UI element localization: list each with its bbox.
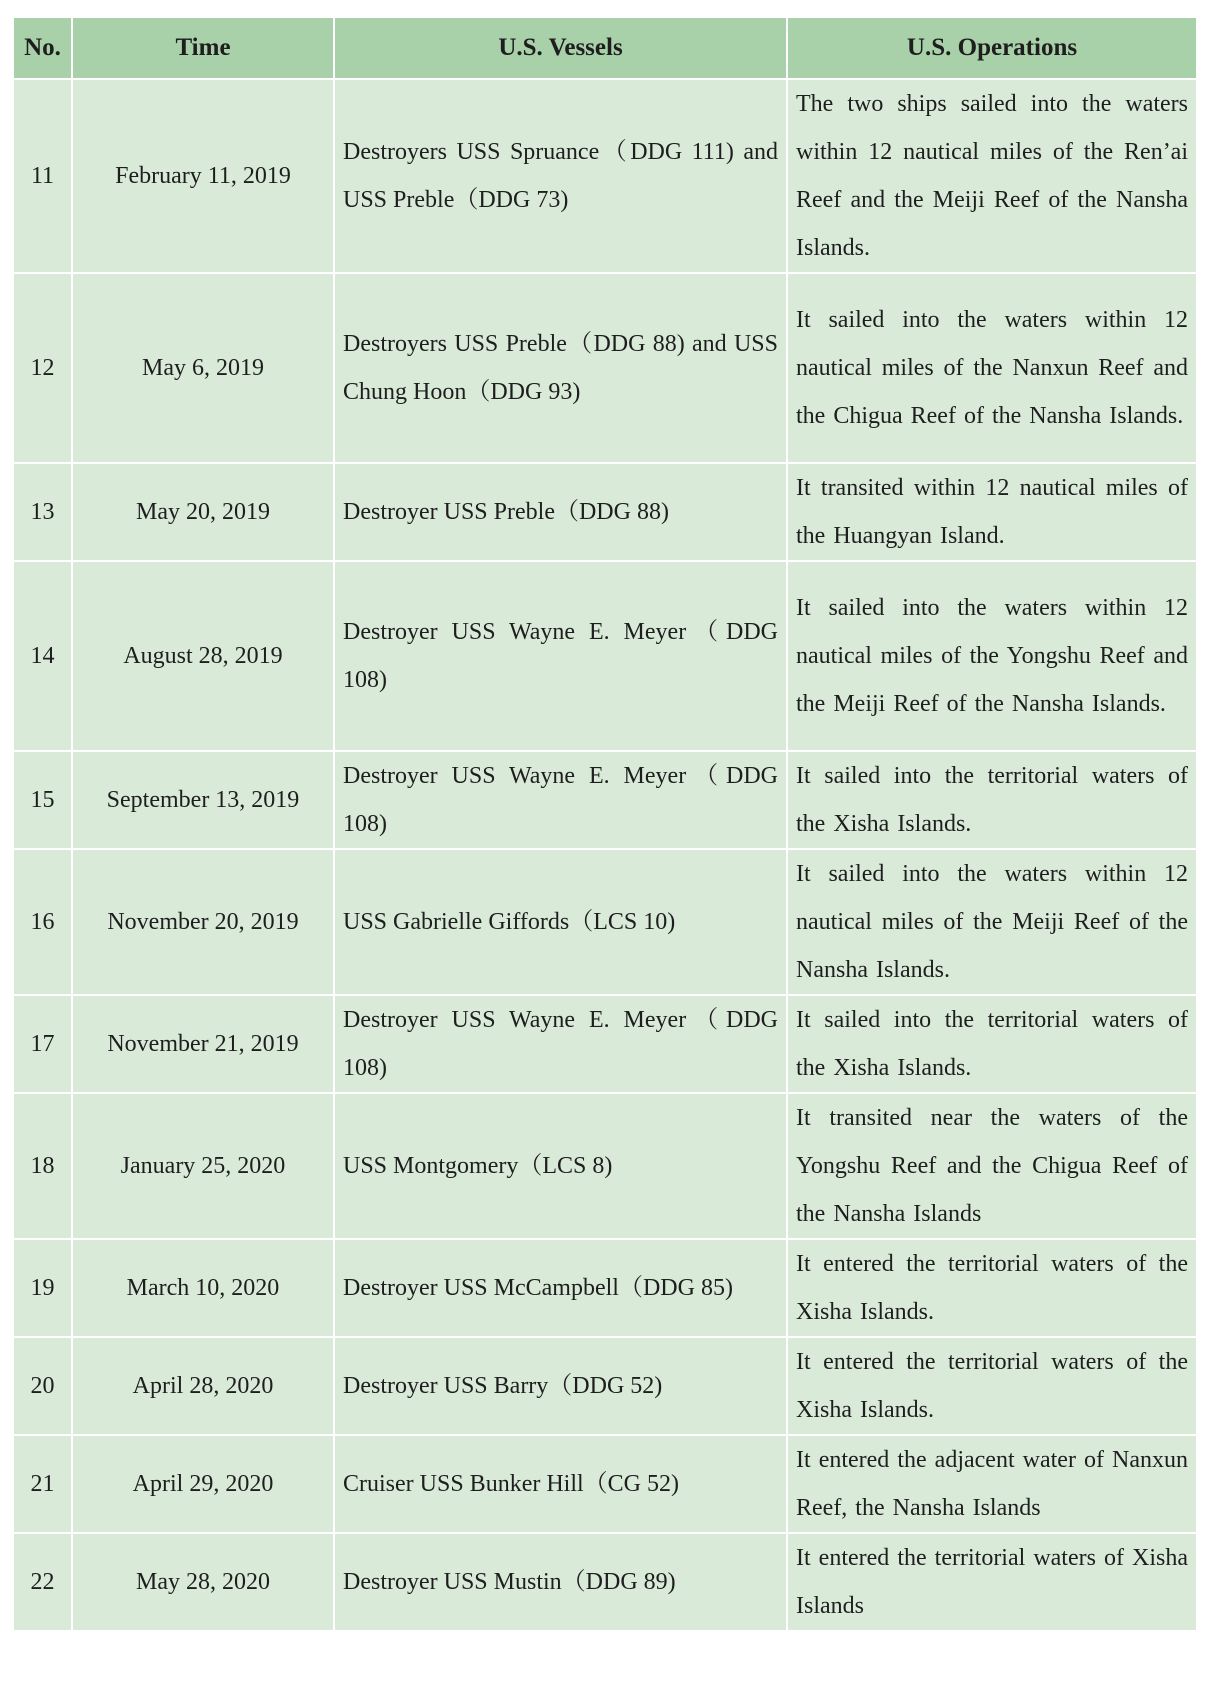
row-time: May 6, 2019	[72, 273, 334, 463]
row-time: May 28, 2020	[72, 1533, 334, 1631]
table-row	[13, 463, 1197, 561]
row-vessels: Destroyer USS Wayne E. Meyer（DDG 108)	[334, 751, 787, 849]
row-number: 19	[13, 1239, 72, 1337]
row-number: 21	[13, 1435, 72, 1533]
table-row	[13, 849, 1197, 995]
table-row	[13, 1435, 1197, 1533]
header-vessels: U.S. Vessels	[334, 17, 787, 79]
row-time: March 10, 2020	[72, 1239, 334, 1337]
row-number: 13	[13, 463, 72, 561]
row-time: May 20, 2019	[72, 463, 334, 561]
row-vessels: USS Gabrielle Giffords（LCS 10)	[334, 849, 787, 995]
row-operation: It transited within 12 nautical miles of the Huangyan Island.	[787, 463, 1197, 561]
row-vessels: Destroyers USS Spruance（DDG 111) and USS Preble（DDG 73)	[334, 79, 787, 273]
header-time: Time	[72, 17, 334, 79]
row-operation: It transited near the waters of the Yongshu Reef and the Chigua Reef of the Nansha Islands	[787, 1093, 1197, 1239]
row-vessels: USS Montgomery（LCS 8)	[334, 1093, 787, 1239]
row-time: November 21, 2019	[72, 995, 334, 1093]
row-vessels: Destroyer USS Wayne E. Meyer（DDG 108)	[334, 561, 787, 751]
row-time: November 20, 2019	[72, 849, 334, 995]
row-number: 14	[13, 561, 72, 751]
header-operations: U.S. Operations	[787, 17, 1197, 79]
header-row	[13, 17, 1197, 79]
row-time: January 25, 2020	[72, 1093, 334, 1239]
row-number: 20	[13, 1337, 72, 1435]
row-number: 17	[13, 995, 72, 1093]
table-row	[13, 1239, 1197, 1337]
row-operation: It entered the territorial waters of the Xisha Islands.	[787, 1337, 1197, 1435]
table-header	[13, 17, 1197, 79]
row-vessels: Destroyers USS Preble（DDG 88) and USS Chung Hoon（DDG 93)	[334, 273, 787, 463]
row-vessels: Destroyer USS Preble（DDG 88)	[334, 463, 787, 561]
table-row	[13, 751, 1197, 849]
row-operation: It sailed into the waters within 12 nautical miles of the Yongshu Reef and the Meiji Reef of the Nansha Islands.	[787, 561, 1197, 751]
row-operation: It entered the territorial waters of the Xisha Islands.	[787, 1239, 1197, 1337]
row-operation: It sailed into the waters within 12 nautical miles of the Nanxun Reef and the Chigua Reef of the Nansha Islands.	[787, 273, 1197, 463]
table-row	[13, 995, 1197, 1093]
row-vessels: Destroyer USS Mustin（DDG 89)	[334, 1533, 787, 1631]
row-vessels: Cruiser USS Bunker Hill（CG 52)	[334, 1435, 787, 1533]
row-time: September 13, 2019	[72, 751, 334, 849]
table-row	[13, 273, 1197, 463]
operations-table	[12, 16, 1198, 1632]
row-number: 15	[13, 751, 72, 849]
row-vessels: Destroyer USS Wayne E. Meyer（DDG 108)	[334, 995, 787, 1093]
row-number: 11	[13, 79, 72, 273]
row-number: 18	[13, 1093, 72, 1239]
row-operation: It sailed into the territorial waters of the Xisha Islands.	[787, 751, 1197, 849]
row-vessels: Destroyer USS Barry（DDG 52)	[334, 1337, 787, 1435]
row-operation: It sailed into the waters within 12 nautical miles of the Meiji Reef of the Nansha Islands.	[787, 849, 1197, 995]
table-row	[13, 561, 1197, 751]
row-operation: It entered the adjacent water of Nanxun Reef, the Nansha Islands	[787, 1435, 1197, 1533]
table-row	[13, 1337, 1197, 1435]
table-body	[13, 79, 1197, 1631]
row-time: April 29, 2020	[72, 1435, 334, 1533]
row-operation: It entered the territorial waters of Xisha Islands	[787, 1533, 1197, 1631]
row-time: April 28, 2020	[72, 1337, 334, 1435]
row-number: 16	[13, 849, 72, 995]
row-operation: It sailed into the territorial waters of the Xisha Islands.	[787, 995, 1197, 1093]
table-row	[13, 1093, 1197, 1239]
row-number: 12	[13, 273, 72, 463]
table-row	[13, 79, 1197, 273]
row-vessels: Destroyer USS McCampbell（DDG 85)	[334, 1239, 787, 1337]
table-row	[13, 1533, 1197, 1631]
row-number: 22	[13, 1533, 72, 1631]
row-operation: The two ships sailed into the waters within 12 nautical miles of the Ren’ai Reef and the Meiji Reef of the Nansha Islands.	[787, 79, 1197, 273]
row-time: August 28, 2019	[72, 561, 334, 751]
row-time: February 11, 2019	[72, 79, 334, 273]
header-no: No.	[13, 17, 72, 79]
